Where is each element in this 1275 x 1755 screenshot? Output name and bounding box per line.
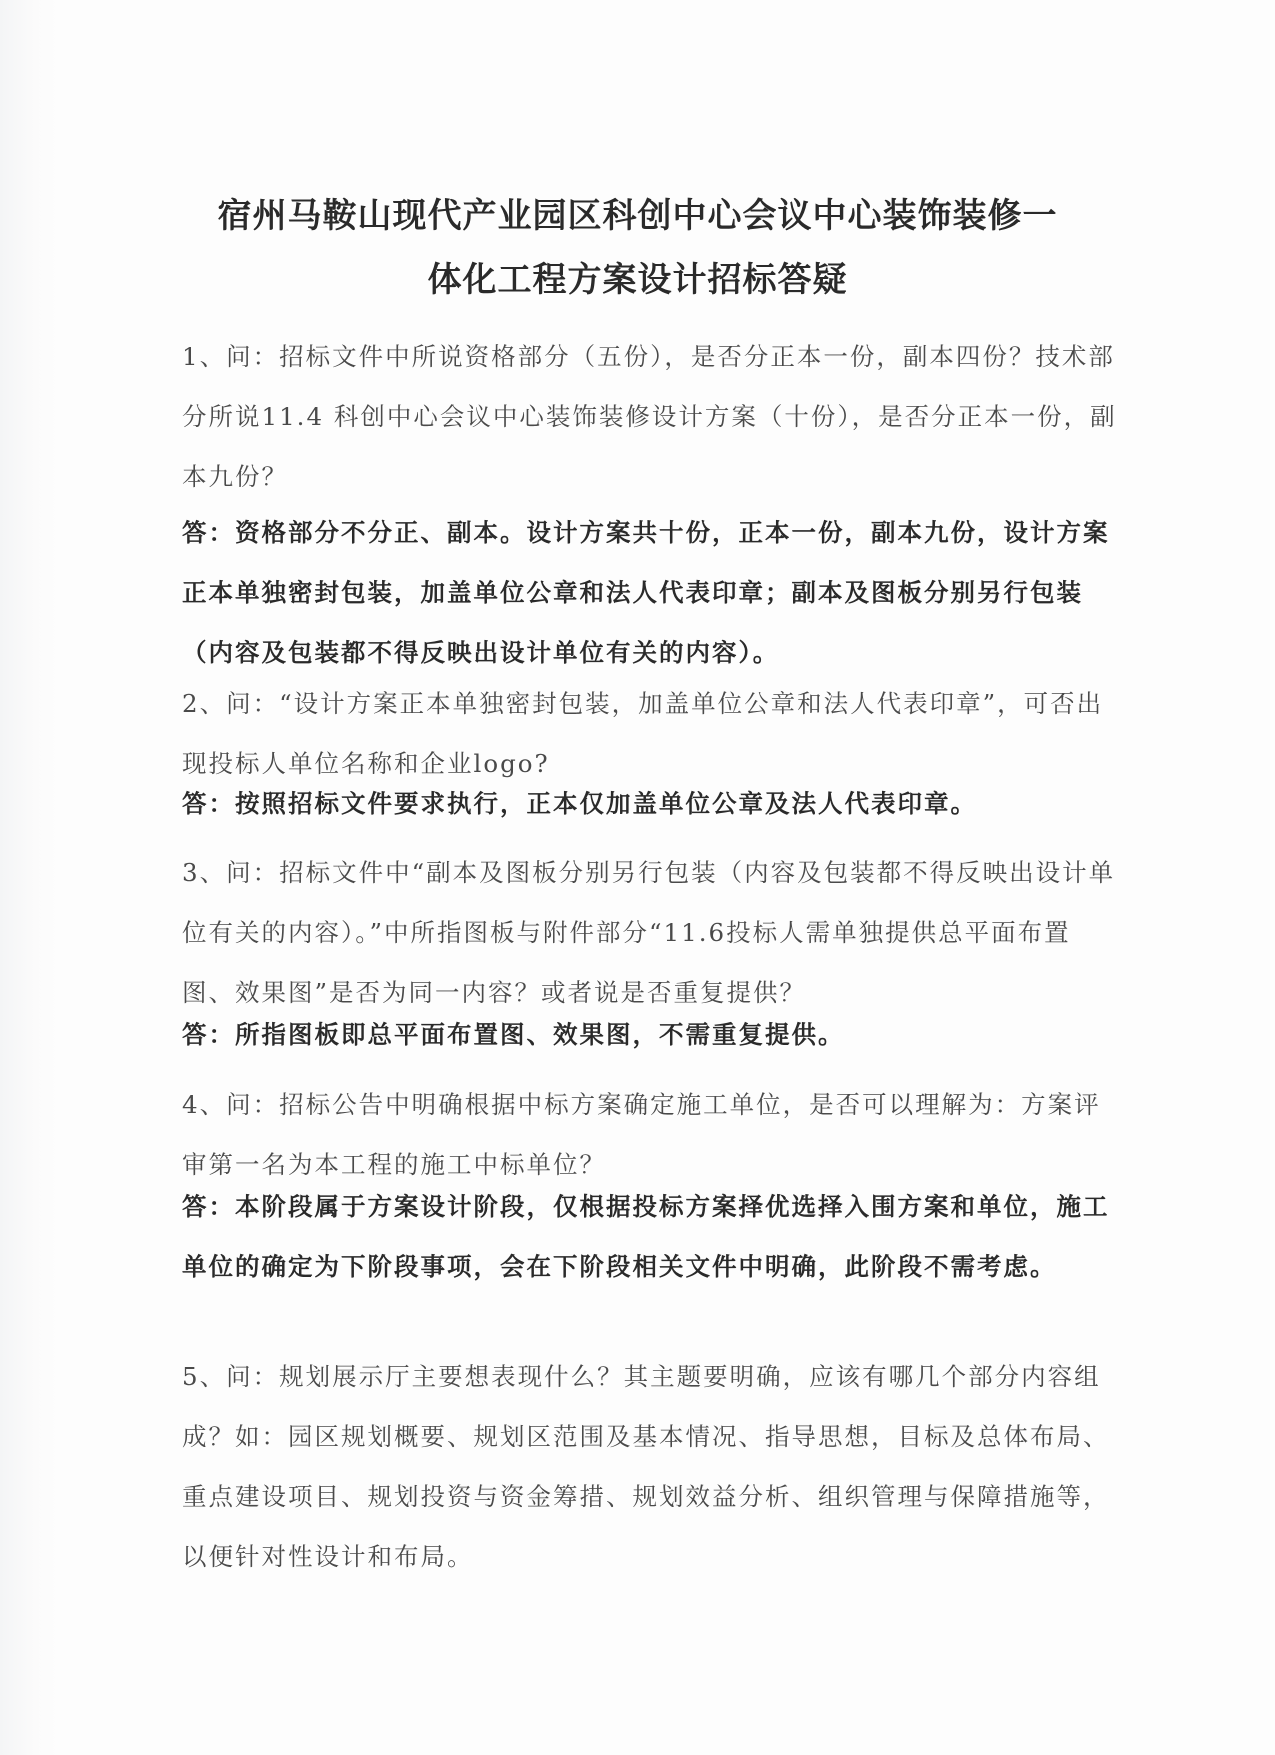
- document-title-line-2: 体化工程方案设计招标答疑: [427, 260, 848, 300]
- answer-3: 答：所指图板即总平面布置图、效果图，不需重复提供。: [182, 1020, 845, 1049]
- question-2: 2、问：“设计方案正本单独密封包装，加盖单位公章和法人代表印章”，可否出现投标人单位名称和企业logo?: [182, 689, 1104, 778]
- document-title-line-1: 宿州马鞍山现代产业园区科创中心会议中心装饰装修一: [217, 196, 1058, 236]
- question-4: 4、问：招标公告中明确根据中标方案确定施工单位，是否可以理解为：方案评审第一名为本工程的施工中标单位？: [182, 1090, 1101, 1179]
- question-5: 5、问：规划展示厅主要想表现什么？其主题要明确，应该有哪几个部分内容组成？如：园区规划概要、规划区范围及基本情况、指导思想，目标及总体布局、重点建设项目、规划投资与资金筹措、规划效益分析、组织管理与保障措施等，以便针对性设计和布局。: [182, 1362, 1110, 1571]
- answer-4: 答：本阶段属于方案设计阶段，仅根据投标方案择优选择入围方案和单位，施工单位的确定为下阶段事项，会在下阶段相关文件中明确，此阶段不需考虑。: [182, 1192, 1110, 1281]
- question-1: 1、问：招标文件中所说资格部分（五份），是否分正本一份，副本四份？技术部分所说11.4 科创中心会议中心装饰装修设计方案（十份），是否分正本一份，副本九份？: [182, 342, 1117, 491]
- answer-2: 答：按照招标文件要求执行，正本仅加盖单位公章及法人代表印章。: [182, 789, 977, 818]
- question-3: 3、问：招标文件中“副本及图板分别另行包装（内容及包装都不得反映出设计单位有关的内容）。”中所指图板与附件部分“11.6投标人需单独提供总平面布置图、效果图”是否为同一内容？或者说是否重复提供？: [182, 858, 1116, 1007]
- scan-edge: [0, 0, 58, 1755]
- answer-1: 答：资格部分不分正、副本。设计方案共十份，正本一份，副本九份，设计方案正本单独密封包装，加盖单位公章和法人代表印章；副本及图板分别另行包装（内容及包装都不得反映出设计单位有关的内容）。: [182, 518, 1110, 667]
